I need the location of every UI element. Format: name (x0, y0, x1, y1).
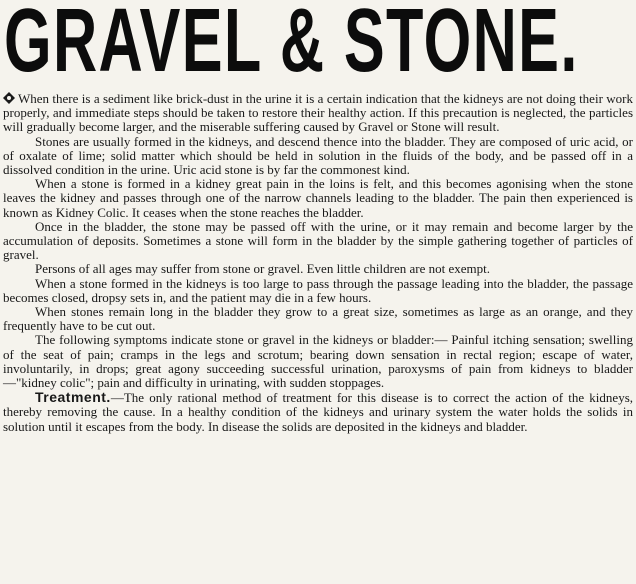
treatment-label: Treatment. (35, 389, 111, 406)
paragraph-formation: Stones are usually formed in the kidneys, and descend thence into the bladder. They are composed of uric acid, or of oxalate of lime; solid matter which should be held in solution in the fluids of the body, and be passed off in a dissolved condition in the urine. Uric acid stone is by far the commonest kind. (3, 133, 633, 178)
paragraph-intro (3, 92, 633, 135)
paragraph-all-ages: Persons of all ages may suffer from stone or gravel. Even little children are not exempt. (35, 261, 490, 277)
paragraph-symptoms: The following symptoms indicate stone or gravel in the kidneys or bladder:— Painful itching sensation; swelling of the seat of pain; cramps in the legs and scrotum; bearing down sensation in rectal region; escape of water, involuntarily, in drops; great agony succeeding successful urination, paroxysms of pain from kidneys to bladder—"kidney colic"; pain and difficulty in urinating, with sudden stoppages. (3, 332, 633, 391)
treatment-text: —The only rational method of treatment for this disease is to correct the action of the kidneys, thereby removing the cause. In a healthy condition of the kidneys and urinary system the water holds the solids in solution until it escapes from the body. In disease the solids are deposited in the kidneys and bladder. (3, 390, 633, 434)
diamond-ornament-icon (3, 92, 15, 104)
paragraph-treatment (3, 390, 633, 434)
headline: GRAVEL & STONE. (4, 0, 579, 91)
paragraph-kidney-colic: When a stone is formed in a kidney great pain in the loins is felt, and this becomes agonising when the stone leaves the kidney and passes through one of the narrow channels leading to the bladder. The pain then experienced is known as Kidney Colic. It ceases when the stone reaches the bladder. (3, 176, 633, 220)
paragraph-great-size: When stones remain long in the bladder they grow to a great size, sometimes as large as an orange, and they frequently have to be cut out. (3, 304, 633, 334)
paragraph-text: When there is a sediment like brick-dust in the urine it is a certain indication that the kidneys are not doing their work properly, and immediate steps should be taken to restore their healthy action. If this precaution is neglected, the particles will gradually become larger, and the miserable suffering caused by Gravel or Stone will result. (3, 91, 633, 135)
paragraph-bladder: Once in the bladder, the stone may be passed off with the urine, or it may remain and become larger by the accumulation of deposits. Sometimes a stone will form in the bladder by the simple gathering together of particles of gravel. (3, 218, 633, 263)
article-body (3, 92, 633, 434)
paragraph-dropsy: When a stone formed in the kidneys is too large to pass through the passage leading into the bladder, the passage becomes closed, dropsy sets in, and the patient may die in a few hours. (3, 275, 633, 305)
